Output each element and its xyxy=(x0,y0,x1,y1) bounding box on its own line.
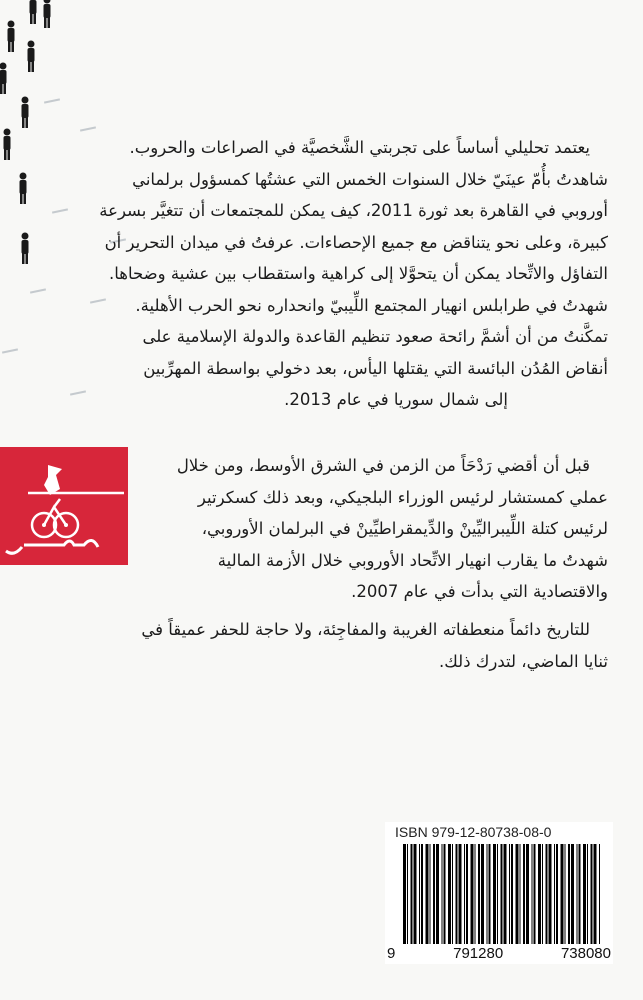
barcode-digit-group: 738080 xyxy=(560,945,611,962)
barcode-bar xyxy=(516,844,519,944)
text-line: للتاريخ دائماً منعطفاته الغريبة والمفاجِئة، ولا حاجة للحفر عميقاً في xyxy=(141,620,590,639)
text-line: والاقتصادية التي بدأت في عام 2007. xyxy=(351,582,608,601)
barcode-bar xyxy=(487,844,488,944)
barcode-bar xyxy=(511,844,513,944)
barcode-bar xyxy=(523,844,525,944)
barcode-bar xyxy=(497,844,498,944)
paragraph-3 xyxy=(141,614,608,677)
barcode-bar xyxy=(509,844,510,944)
barcode-bar xyxy=(442,844,443,944)
barcode-bar xyxy=(546,844,548,944)
barcode-bar xyxy=(579,844,581,944)
barcode-bar xyxy=(532,844,533,944)
text-line: التفاؤل والاتِّحاد يمكن أن يتحوَّلا إلى كراهية واستقطاب بين عشية وضحاها. xyxy=(109,264,608,283)
paragraph-2 xyxy=(176,450,608,608)
barcode-bar xyxy=(414,844,417,944)
text-line: أنقاض المُدُن البائسة التي يقتلها اليأس، بعد دخولي بواسطة المهرِّبين xyxy=(143,358,608,378)
barcode-bar xyxy=(534,844,536,944)
barcode-bar xyxy=(583,844,586,944)
barcode-bar xyxy=(475,844,476,944)
text-line: تمكَّنتُ من أن أشمَّ رائحة صعود تنظيم القاعدة والدولة الإسلامية على xyxy=(142,327,608,346)
barcode-bar xyxy=(407,844,408,944)
barcode-bar xyxy=(561,844,564,944)
barcode-bar xyxy=(466,844,468,944)
barcode-bar xyxy=(504,844,507,944)
barcode-bar xyxy=(571,844,574,944)
text-line: شاهدتُ بأُمّ عينَيّ خلال السنوات الخمس التي عشتُها كمسؤول برلماني xyxy=(132,169,608,189)
text-line: شهدتُ ما يقارب انهيار الاتِّحاد الأوروبي خلال الأزمة المالية xyxy=(217,550,608,570)
barcode-bar xyxy=(464,844,465,944)
barcode-bar xyxy=(594,844,597,944)
barcode-bar xyxy=(489,844,491,944)
barcode-digit-group: 791280 xyxy=(453,945,504,962)
text-line: عملي كمستشار لرئيس الوزراء البلجيكي، وبعد ذلك كسكرتير xyxy=(197,487,608,507)
barcode-bar xyxy=(556,844,558,944)
text-line: يعتمد تحليلي أساساً على تجربتي الشَّخصيَّة في الصراعات والحروب. xyxy=(129,138,590,157)
barcode-bar xyxy=(599,844,600,944)
text-line: شهدتُ في طرابلس انهيار المجتمع اللِّيبيّ وانحداره نحو الحرب الأهلية. xyxy=(135,295,608,315)
barcode-bar xyxy=(459,844,462,944)
people-silhouettes-icon xyxy=(0,0,60,300)
barcode-bar xyxy=(554,844,555,944)
barcode-bar xyxy=(568,844,570,944)
barcode-bar xyxy=(436,844,439,944)
walking-figures-decoration xyxy=(0,0,60,300)
text-line: قبل أن أقضي رَدْحَاً من الزمن في الشرق الأوسط، ومن خلال xyxy=(176,456,590,475)
barcode-bar xyxy=(403,844,406,944)
decorative-dash xyxy=(2,348,18,353)
barcode-bar xyxy=(565,844,566,944)
barcode-bar xyxy=(520,844,521,944)
barcode-bar xyxy=(587,844,588,944)
barcode-bar xyxy=(549,844,552,944)
barcode-bar xyxy=(591,844,593,944)
decorative-dash xyxy=(90,298,106,303)
barcode-bar xyxy=(577,844,578,944)
text-line: ثنايا الماضي، لتدرك ذلك. xyxy=(439,651,608,671)
decorative-dash xyxy=(70,390,86,395)
barcode-bar xyxy=(421,844,423,944)
barcode-digits xyxy=(387,945,611,962)
decorative-dash xyxy=(80,126,96,131)
barcode-bar xyxy=(493,844,496,944)
text-line: كبيرة، وعلى نحو يتناقض مع جميع الإحصاءات. عرفتُ في ميدان التحرير أن xyxy=(104,232,608,252)
barcode-bar xyxy=(538,844,541,944)
text-line: أوروبي في القاهرة بعد ثورة 2011، كيف يمكن للمجتمعات أن تتغيَّر بسرعة xyxy=(99,201,608,220)
cyclist-knight-logo-icon xyxy=(0,447,128,565)
barcode-bar xyxy=(542,844,543,944)
publisher-logo xyxy=(0,447,128,565)
barcode-digit-group: 9 xyxy=(387,945,396,962)
barcode-bar xyxy=(481,844,484,944)
barcode-bar xyxy=(419,844,420,944)
barcode-bar xyxy=(478,844,480,944)
barcode-bars-icon xyxy=(403,844,603,944)
barcode-bar xyxy=(471,844,474,944)
barcode-bar xyxy=(430,844,431,944)
barcode-bar xyxy=(411,844,413,944)
barcode-bar xyxy=(501,844,503,944)
barcode-bar xyxy=(433,844,435,944)
barcode-bar xyxy=(448,844,451,944)
barcode-bar xyxy=(426,844,429,944)
barcode-bar xyxy=(526,844,529,944)
barcode-bar xyxy=(456,844,458,944)
text-line: لرئيس كتلة اللِّيبراليِّينْ والدِّيمقراطيِّينْ في البرلمان الأوروبي، xyxy=(201,519,608,538)
isbn-label: ISBN 979-12-80738-08-0 xyxy=(395,824,552,840)
paragraph-1 xyxy=(99,132,608,416)
barcode-bar xyxy=(452,844,453,944)
barcode-bar xyxy=(444,844,446,944)
isbn-barcode xyxy=(385,822,613,964)
text-line: إلى شمال سوريا في عام 2013. xyxy=(284,390,508,409)
